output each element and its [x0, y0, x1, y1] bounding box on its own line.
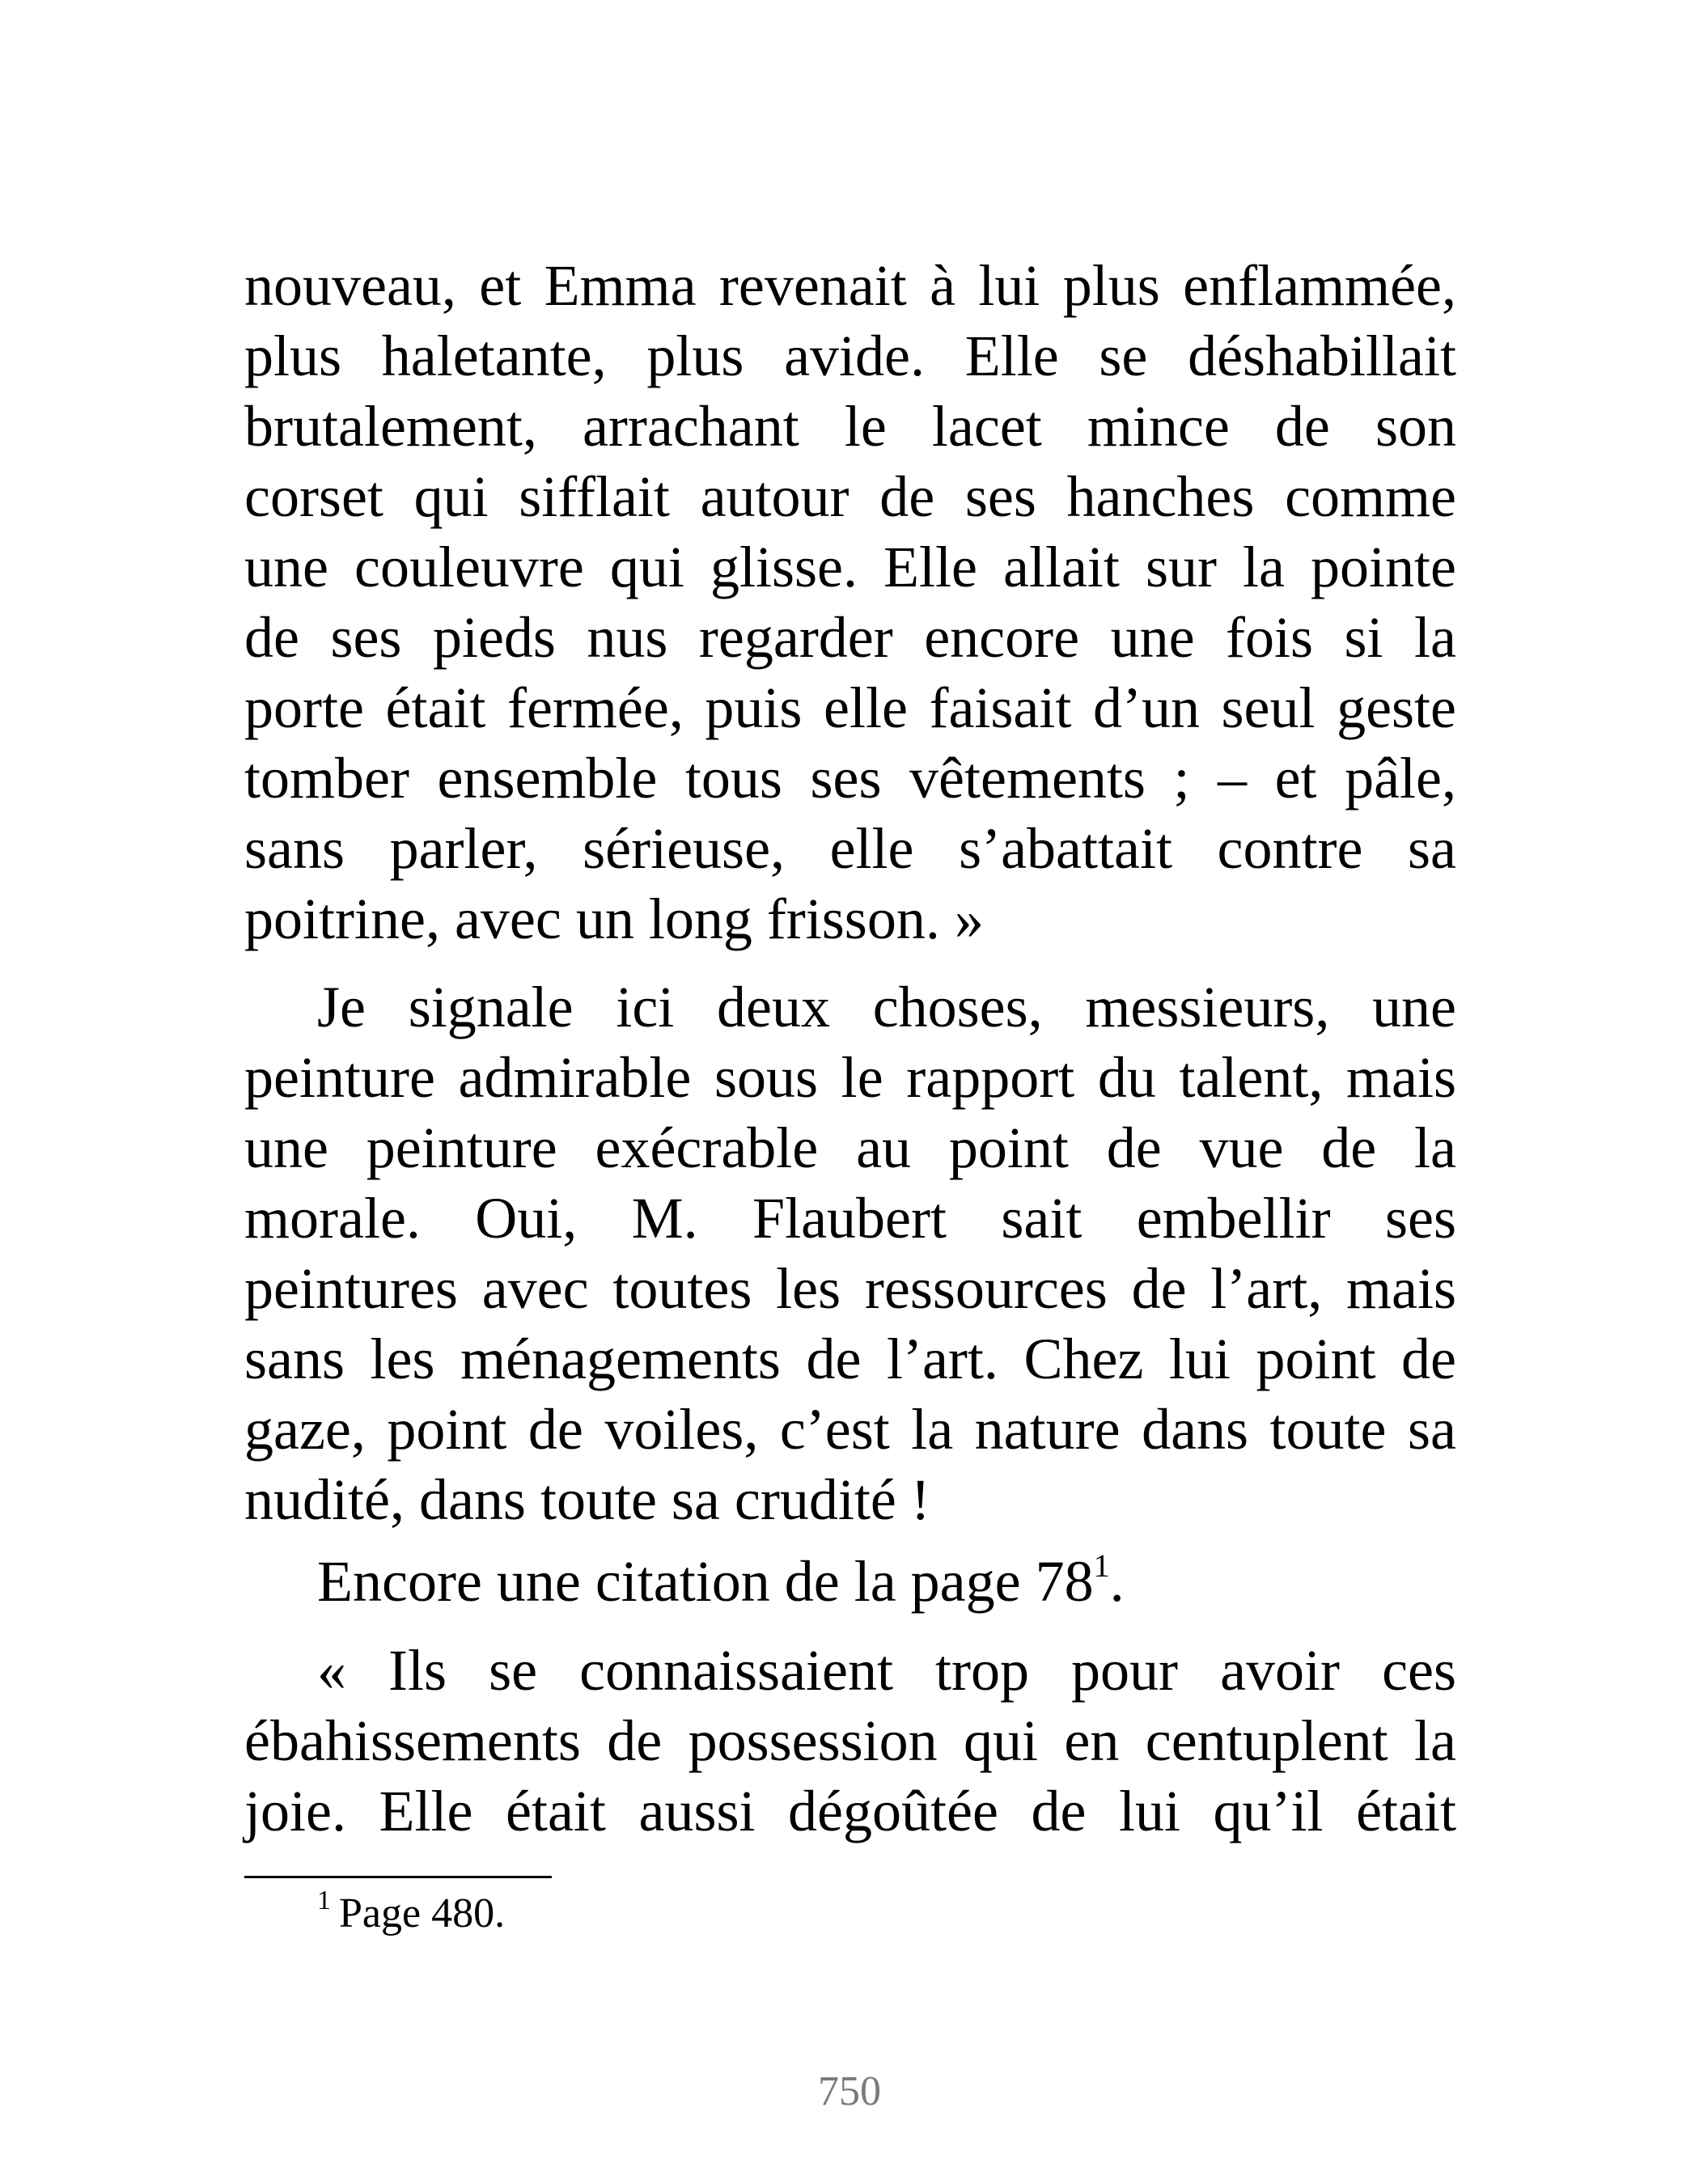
text-line: porte était fermée, puis elle faisait d’un seul geste: [244, 675, 1456, 740]
text-line: nouveau, et Emma revenait à lui plus enflammée,: [244, 253, 1456, 318]
text-line: gaze, point de voiles, c’est la nature dans toute sa: [244, 1397, 1456, 1462]
text-line: morale. Oui, M. Flaubert sait embellir ses: [244, 1186, 1456, 1251]
text-line: tomber ensemble tous ses vêtements ; – et pâle,: [244, 746, 1456, 811]
text-line: plus haletante, plus avide. Elle se déshabillait: [244, 324, 1456, 388]
footnote-divider: [244, 1876, 552, 1878]
text-line: corset qui sifflait autour de ses hanches comme: [244, 464, 1456, 529]
footnote-text: Page 480.: [339, 1890, 506, 1936]
paragraph-4: [244, 1636, 1456, 1847]
footnote-reference[interactable]: 1: [1093, 1547, 1110, 1584]
text-line: nudité, dans toute sa crudité !: [244, 1467, 930, 1532]
paragraph-3: [244, 1547, 1456, 1617]
paragraph-2: [244, 972, 1456, 1535]
footnote-marker: 1: [317, 1886, 331, 1915]
text-line: peintures avec toutes les ressources de l’art, mais: [244, 1256, 1456, 1321]
text-line: peinture admirable sous le rapport du talent, mais: [244, 1045, 1456, 1110]
text-line: joie. Elle était aussi dégoûtée de lui qu’il était: [244, 1779, 1456, 1843]
text-line: « Ils se connaissaient trop pour avoir ces: [317, 1638, 1456, 1703]
text-line: ébahissements de possession qui en centuplent la: [244, 1708, 1456, 1773]
citation-end: .: [1109, 1549, 1125, 1614]
text-line: une couleuvre qui glisse. Elle allait sur la pointe: [244, 535, 1456, 599]
paragraph-1: [244, 251, 1456, 954]
text-line: brutalement, arrachant le lacet mince de son: [244, 394, 1456, 459]
text-line: poitrine, avec un long frisson. »: [244, 887, 984, 951]
text-line: sans les ménagements de l’art. Chez lui point de: [244, 1327, 1456, 1391]
text-line: sans parler, sérieuse, elle s’abattait contre sa: [244, 816, 1456, 881]
text-line: une peinture exécrable au point de vue de la: [244, 1115, 1456, 1180]
text-line: [244, 1547, 1456, 1617]
footnote: [317, 1886, 506, 1939]
text-line: Je signale ici deux choses, messieurs, une: [317, 975, 1456, 1039]
text-line: de ses pieds nus regarder encore une fois si la: [244, 605, 1456, 670]
page-number: 750: [818, 2068, 881, 2114]
citation-text: Encore une citation de la page 78: [317, 1549, 1094, 1614]
